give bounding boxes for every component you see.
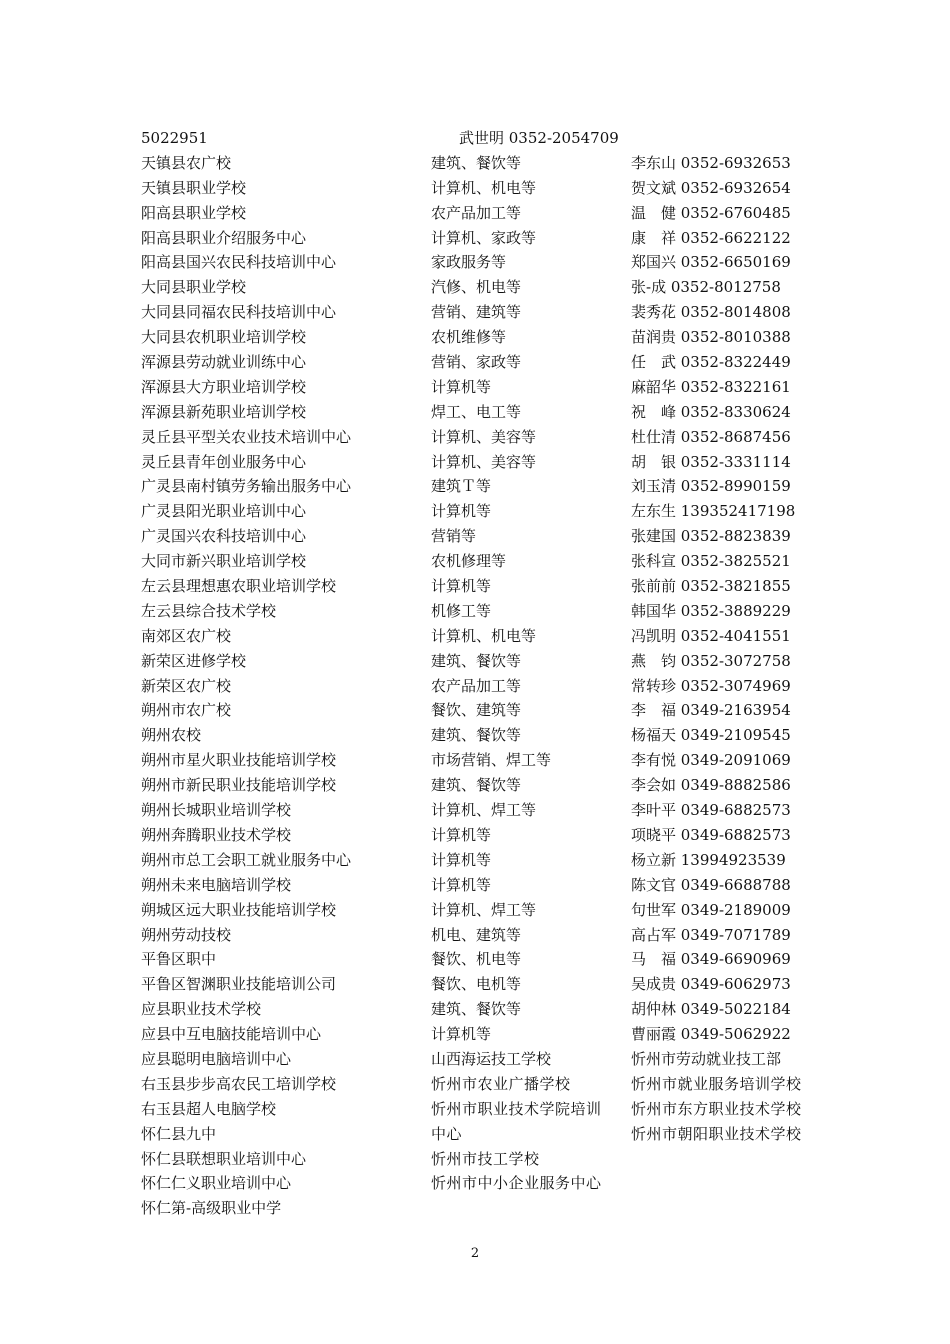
table-row [141,250,821,275]
contact-person: 李东山 0352-6932653 [631,153,791,172]
tail-col1-column [141,1072,426,1221]
training-program: 餐饮、电机等 [431,975,522,994]
school-name: 天镇县职业学校 [141,178,247,197]
training-program: 汽修、机电等 [431,278,522,297]
table-row [141,898,821,923]
school-name: 平鲁区职中 [141,950,217,969]
training-program: 计算机、美容等 [431,427,537,446]
training-program: 建筑、餐饮等 [431,153,522,172]
training-program: 计算机、焊工等 [431,900,537,919]
school-name: 新荣区农广校 [141,676,232,695]
school-name: 应县聪明电脑培训中心 [141,1049,292,1068]
school-name: 左云县综合技术学校 [141,601,277,620]
header-row [141,126,821,151]
table-row [141,649,821,674]
contact-person: 苗润贵 0352-8010388 [631,328,791,347]
school-name: 大同市新兴职业培训学校 [141,552,307,571]
contact-person: 冯凯明 0352-4041551 [631,626,791,645]
contact-person: 燕 钧 0352-3072758 [631,651,791,670]
contact-person: 温 健 0352-6760485 [631,203,791,222]
training-program: 农产品加工等 [431,203,522,222]
training-institution: 忻州市中小企业服务中心 [431,1174,602,1193]
contact-person: 忻州市劳动就业技工部 [631,1049,782,1068]
training-program: 焊工、电工等 [431,402,522,421]
school-name: 浑源县劳动就业训练中心 [141,353,307,372]
training-program: 机修工等 [431,601,492,620]
training-program: 建筑、餐饮等 [431,776,522,795]
contact-person: 常转珍 0352-3074969 [631,676,791,695]
table-row [141,176,821,201]
training-program: 农机修理等 [431,552,507,571]
training-institution: 忻州市朝阳职业技术学校 [631,1124,802,1143]
contact-person: 项晓平 0349-6882573 [631,825,791,844]
tail-col2-column [431,1072,606,1197]
contact-person: 李有悦 0349-2091069 [631,751,791,770]
contact-person: 陈文官 0349-6688788 [631,875,791,894]
contact-person: 张前前 0352-3821855 [631,577,791,596]
contact-person: 杨福天 0349-2109545 [631,726,791,745]
training-school-list [141,126,821,1221]
school-name: 大同县农机职业培训学校 [141,328,307,347]
school-name: 朔州市星火职业技能培训学校 [141,751,337,770]
training-program: 计算机等 [431,502,492,521]
table-row [141,574,821,599]
training-program: 计算机等 [431,577,492,596]
table-row [141,350,821,375]
training-institution: 忻州市东方职业技术学校 [631,1099,802,1118]
training-program: 农产品加工等 [431,676,522,695]
contact-person: 胡 银 0352-3331114 [631,452,791,471]
school-name: 阳高县职业学校 [141,203,247,222]
table-row [141,698,821,723]
school-name: 广灵县南村镇劳务输出服务中心 [141,477,352,496]
table-row [141,997,821,1022]
school-name: 应县中互电脑技能培训中心 [141,1025,322,1044]
training-program: 计算机、家政等 [431,228,537,247]
training-program: 餐饮、建筑等 [431,701,522,720]
school-name: 右玉县超人电脑学校 [141,1099,277,1118]
contact-person: 张建国 0352-8823839 [631,527,791,546]
school-name: 浑源县大方职业培训学校 [141,377,307,396]
training-program: 营销、家政等 [431,353,522,372]
table-row [141,474,821,499]
contact-person: 句世军 0349-2189009 [631,900,791,919]
training-program: 建筑、餐饮等 [431,651,522,670]
school-name: 怀仁第-高级职业中学 [141,1199,282,1218]
table-row [141,425,821,450]
training-program: 计算机、美容等 [431,452,537,471]
table-row [141,748,821,773]
table-row [141,524,821,549]
training-program: 计算机等 [431,850,492,869]
training-program: 山西海运技工学校 [431,1049,552,1068]
school-name: 灵丘县青年创业服务中心 [141,452,307,471]
table-row [141,674,821,699]
training-program: 建筑、餐饮等 [431,1000,522,1019]
training-program: 计算机、机电等 [431,178,537,197]
training-program: 建筑、餐饮等 [431,726,522,745]
training-program: 建筑Ｔ等 [431,477,492,496]
training-program: 市场营销、焊工等 [431,751,552,770]
table-row [141,823,821,848]
contact-person: 祝 峰 0352-8330624 [631,402,791,421]
school-name: 阳高县职业介绍服务中心 [141,228,307,247]
training-program: 营销、建筑等 [431,303,522,322]
training-program: 计算机、机电等 [431,626,537,645]
training-program: 计算机、焊工等 [431,801,537,820]
contact-person: 马 福 0349-6690969 [631,950,791,969]
contact-person: 李会如 0349-8882586 [631,776,791,795]
school-name: 怀仁县联想职业培训中心 [141,1149,307,1168]
contact-person: 刘玉清 0352-8990159 [631,477,791,496]
school-name: 怀仁仁义职业培训中心 [141,1174,292,1193]
school-name: 朔州农校 [141,726,202,745]
table-row [141,325,821,350]
table-row [141,226,821,251]
training-institution: 忻州市技工学校 [431,1149,540,1168]
training-institution: 忻州市职业技术学院培训中心 [431,1099,602,1143]
school-name: 朔州长城职业培训学校 [141,801,292,820]
training-program: 计算机等 [431,1025,492,1044]
training-program: 计算机等 [431,875,492,894]
training-institution: 忻州市就业服务培训学校 [631,1074,802,1093]
training-program: 计算机等 [431,825,492,844]
contact-person: 张-成 0352-8012758 [631,278,781,297]
contact-person: 杜仕清 0352-8687456 [631,427,791,446]
table-row [141,499,821,524]
school-name: 浑源县新苑职业培训学校 [141,402,307,421]
school-name: 广灵县阳光职业培训中心 [141,502,307,521]
table-row [141,723,821,748]
contact-person: 吴成贵 0349-6062973 [631,975,791,994]
table-row [141,450,821,475]
contact-person: 李叶平 0349-6882573 [631,801,791,820]
header-contact: 武世明 0352-2054709 [459,129,619,147]
table-row [141,972,821,997]
contact-person: 左东生 139352417198 [631,502,796,521]
contact-person: 贺文斌 0352-6932654 [631,178,791,197]
table-row [141,375,821,400]
school-name: 阳高县国兴农民科技培训中心 [141,253,337,272]
school-name: 天镇县农广校 [141,153,232,172]
training-program: 农机维修等 [431,328,507,347]
table-row [141,923,821,948]
school-name: 平鲁区智渊职业技能培训公司 [141,975,337,994]
page-number: 2 [470,1246,480,1261]
table-row [141,873,821,898]
training-program: 计算机等 [431,377,492,396]
school-name: 大同县同福农民科技培训中心 [141,303,337,322]
school-name: 朔州市总工会职工就业服务中心 [141,850,352,869]
table-row [141,947,821,972]
contact-person: 胡仲林 0349-5022184 [631,1000,791,1019]
contact-person: 杨立新 13994923539 [631,850,786,869]
training-program: 家政服务等 [431,253,507,272]
contact-person: 张科宣 0352-3825521 [631,552,791,571]
contact-person: 任 武 0352-8322449 [631,353,791,372]
header-phone-fragment: 5022951 [141,129,208,147]
school-name: 朔州未来电脑培训学校 [141,875,292,894]
school-name: 应县职业技术学校 [141,1000,262,1019]
table-row [141,773,821,798]
school-name: 朔州劳动技校 [141,925,232,944]
table-row [141,275,821,300]
training-program: 机电、建筑等 [431,925,522,944]
contact-person: 麻韶华 0352-8322161 [631,377,791,396]
school-name: 怀仁县九中 [141,1124,217,1143]
school-name: 左云县理想惠农职业培训学校 [141,577,337,596]
contact-person: 曹丽霞 0349-5062922 [631,1025,791,1044]
table-row [141,798,821,823]
training-institution: 忻州市农业广播学校 [431,1074,571,1093]
school-name: 朔州市新民职业技能培训学校 [141,776,337,795]
school-name: 灵丘县平型关农业技术培训中心 [141,427,352,446]
table-row [141,624,821,649]
table-row [141,300,821,325]
school-name: 朔州市农广校 [141,701,232,720]
school-name: 朔州奔腾职业技术学校 [141,825,292,844]
school-name: 右玉县步步高农民工培训学校 [141,1074,337,1093]
contact-person: 韩国华 0352-3889229 [631,601,791,620]
tail-block [141,1072,821,1221]
school-name: 南郊区农广校 [141,626,232,645]
contact-person: 李 福 0349-2163954 [631,701,791,720]
contact-person: 郑国兴 0352-6650169 [631,253,791,272]
table-row [141,201,821,226]
table-row [141,848,821,873]
training-program: 营销等 [431,527,477,546]
school-name: 广灵国兴农科技培训中心 [141,527,307,546]
table-row [141,599,821,624]
table-row [141,1022,821,1047]
school-name: 大同县职业学校 [141,278,247,297]
table-row [141,151,821,176]
contact-person: 康 祥 0352-6622122 [631,228,791,247]
school-name: 朔城区远大职业技能培训学校 [141,900,337,919]
tail-col3-column [631,1072,816,1147]
training-program: 餐饮、机电等 [431,950,522,969]
contact-person: 高占军 0349-7071789 [631,925,791,944]
table-row [141,400,821,425]
school-name: 新荣区进修学校 [141,651,247,670]
table-row [141,1047,821,1072]
contact-person: 裴秀花 0352-8014808 [631,303,791,322]
table-row [141,549,821,574]
